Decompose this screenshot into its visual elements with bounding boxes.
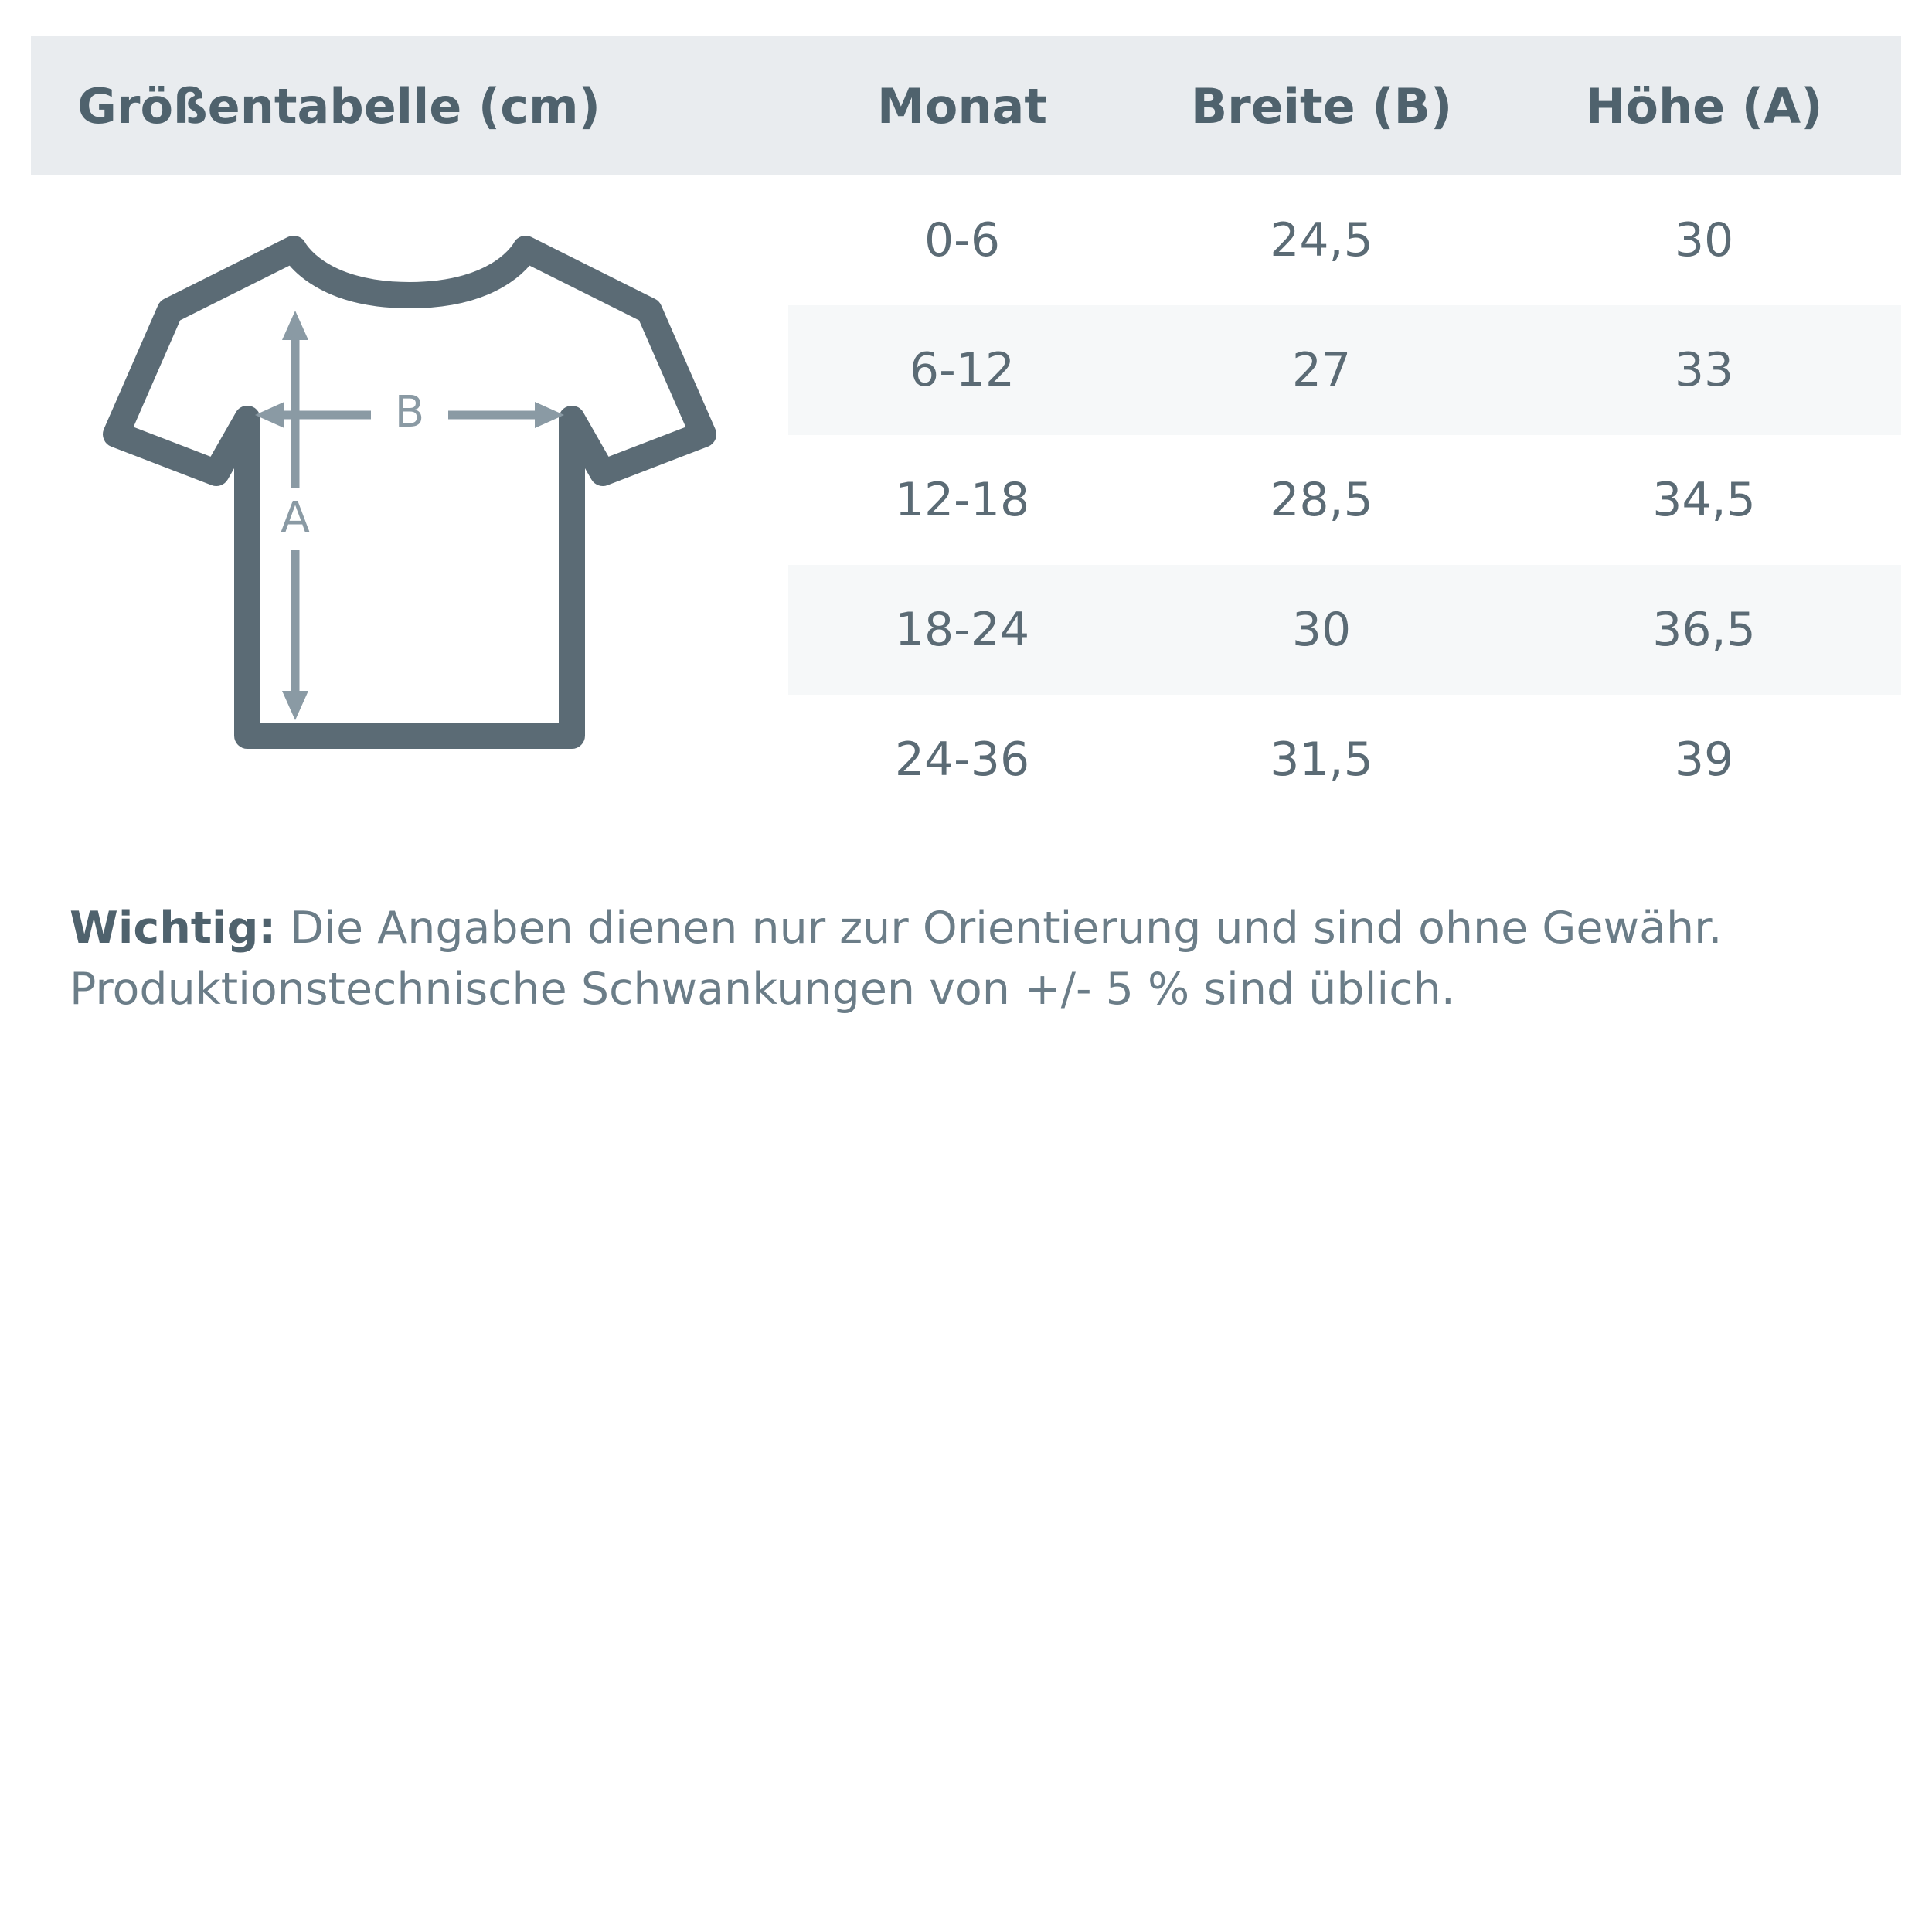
cell-width: 31,5 xyxy=(1270,733,1373,787)
table-body xyxy=(31,175,1901,825)
size-table xyxy=(31,36,1901,825)
disclaimer-label: Wichtig: xyxy=(70,903,277,954)
width-label: B xyxy=(394,387,425,437)
cell-height: 30 xyxy=(1674,213,1734,267)
cell-width: 30 xyxy=(1136,565,1507,695)
cell-month: 24-36 xyxy=(894,733,1030,787)
shirt-diagram xyxy=(31,175,788,825)
cell-width: 24,5 xyxy=(1270,213,1373,267)
disclaimer-note xyxy=(70,898,1870,1019)
column-header-width: Breite (B) xyxy=(1136,36,1507,175)
table-header-row xyxy=(31,36,1901,175)
cell-month: 12-18 xyxy=(894,473,1030,527)
cell-month: 18-24 xyxy=(788,565,1136,695)
table-header xyxy=(31,36,1901,175)
cell-month: 0-6 xyxy=(924,213,1000,267)
cell-month: 6-12 xyxy=(788,305,1136,435)
shirt-outline xyxy=(116,249,703,736)
table-row xyxy=(31,175,1901,305)
cell-height: 39 xyxy=(1674,733,1734,787)
t-shirt-icon xyxy=(62,195,757,805)
height-label: A xyxy=(280,493,311,543)
cell-width: 27 xyxy=(1136,305,1507,435)
column-header-month: Monat xyxy=(788,36,1136,175)
column-header-height: Höhe (A) xyxy=(1507,36,1901,175)
shirt-diagram-cell xyxy=(31,175,788,825)
cell-width: 28,5 xyxy=(1270,473,1373,527)
disclaimer-text: Die Angaben dienen nur zur Orientierung und sind ohne Gewähr. Produktionstechnische Schwankungen von +/- 5 % sind üblich. xyxy=(70,903,1723,1015)
column-header-title: Größentabelle (cm) xyxy=(31,36,788,175)
cell-height: 36,5 xyxy=(1507,565,1901,695)
cell-height: 33 xyxy=(1507,305,1901,435)
cell-height: 34,5 xyxy=(1652,473,1756,527)
